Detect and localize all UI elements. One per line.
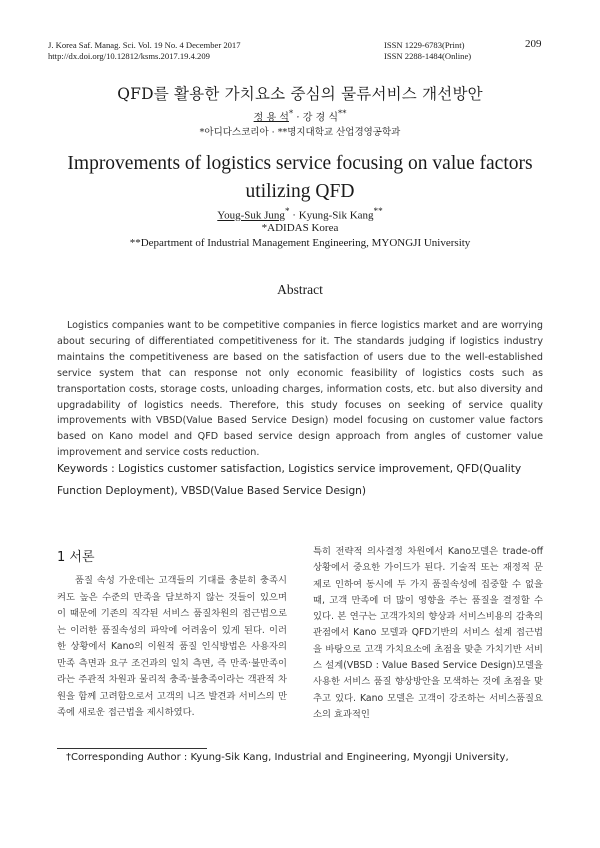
issn-online: ISSN 2288-1484(Online): [384, 51, 472, 61]
title-korean: QFD를 활용한 가치요소 중심의 물류서비스 개선방안: [117, 85, 483, 103]
author-1-kr: 정 용 석: [253, 112, 289, 124]
affiliation-english-2: **Department of Industrial Management Engineering, MYONGJI University: [129, 237, 471, 249]
author-2-kr: 강 경 식: [302, 112, 339, 124]
author-1-kr-mark: *: [288, 108, 294, 118]
section-title-introduction: 1 서론: [57, 550, 95, 565]
author-separator-en: ·: [289, 209, 299, 222]
abstract-body: Logistics companies want to be competitive companies in fierce logistics market and are worrying about securing of differentiated competitiveness for it. The standards judging if logistics industry maintains the competitiveness are based on the satisfaction of users due to the well-established service system that can response not only economic feasibility of logistics costs such as transportation costs, storage costs, unloading charges, information costs, etc. but also diversity and upgradability of logistics needs. Therefore, this study focuses on seeking of service quality improvements with VBSD(Value Based Service Design) model focusing on customer value factors based on Kano model and QFD based service design approach from angles of customer value improvement and service costs reduction.: [57, 320, 543, 459]
intro-left-column: 품질 속성 가운데는 고객들의 기대를 충분히 충족시켜도 높은 수준의 만족을 담보하지 않는 것들이 있으며 이 때문에 기존의 직각된 서비스 품질차원의 접근법으로는 이러한 품질속성의 파악에 어려움이 있게 된다. 이러한 상황에서 Kano의 이원적 품질 인식방법은 사용자의 만족 측면과 요구 조건과의 일치 측면, 즉 만족·불만족이라는 주관적 차원과 물리적 충족·불충족이라는 객관적 차원을 함께 고려함으로서 고객의 니즈 발견과 서비스의 만족에 새로운 접근법을 제시하였다.: [57, 575, 287, 718]
doi-link[interactable]: http://dx.doi.org/10.12812/ksms.2017.19.4.209: [48, 51, 210, 61]
author-2-en-mark: **: [373, 206, 383, 216]
journal-citation: J. Korea Saf. Manag. Sci. Vol. 19 No. 4 December 2017: [48, 40, 241, 50]
author-separator-kr: ·: [293, 112, 303, 124]
issn-print: ISSN 1229-6783(Print): [384, 40, 465, 50]
author-2-en: Kyung-Sik Kang: [298, 209, 374, 222]
author-1-en: Youg-Suk Jung: [217, 209, 285, 222]
title-english: Improvements of logistics service focusing on value factors utilizing QFD: [67, 153, 533, 202]
authors-korean: [0, 108, 600, 123]
authors-english: [0, 206, 600, 222]
affiliation-korean: *아디다스코리아 · **명지대학교 산업경영공학과: [199, 127, 401, 138]
intro-right-column: 특히 전략적 의사결정 차원에서 Kano모델은 trade-off 상황에서 중요한 가이드가 된다. 기술적 또는 재정적 문제로 인하여 동시에 두 가지 품질속성에 집중할 수 없을 때, 고객 만족에 더 많이 영향을 주는 품질을 결정할 수 있다. 본 연구는 고객가치의 향상과 서비스비용의 감축의 관점에서 Kano 모델과 QFD기반의 서비스 설계 접근법을 바탕으로 고객 가치요소에 초점을 맞춘 가치기반 서비스 설계(VBSD : Value Based Service Design)모델을 사용한 서비스 품질 향상방안을 모색하는 것에 초점을 맞추고 있다. Kano 모델은 고객이 강조하는 서비스품질요소의 효과적인: [313, 546, 543, 720]
abstract-heading: Abstract: [277, 282, 323, 297]
author-2-kr-mark: **: [338, 108, 347, 118]
page-number: 209: [525, 38, 542, 50]
issn-block: [384, 40, 471, 62]
footnote-rule: [57, 748, 207, 749]
affiliation-english-1: *ADIDAS Korea: [261, 222, 339, 234]
journal-header: [48, 40, 241, 62]
author-1-en-mark: *: [284, 206, 290, 216]
corresponding-author-footnote: †Corresponding Author : Kyung-Sik Kang, Industrial and Engineering, Myongji University,: [66, 752, 509, 763]
keywords: Keywords : Logistics customer satisfaction, Logistics service improvement, QFD(Quality Function Deployment), VBSD(Value Based Service Design): [57, 463, 522, 497]
